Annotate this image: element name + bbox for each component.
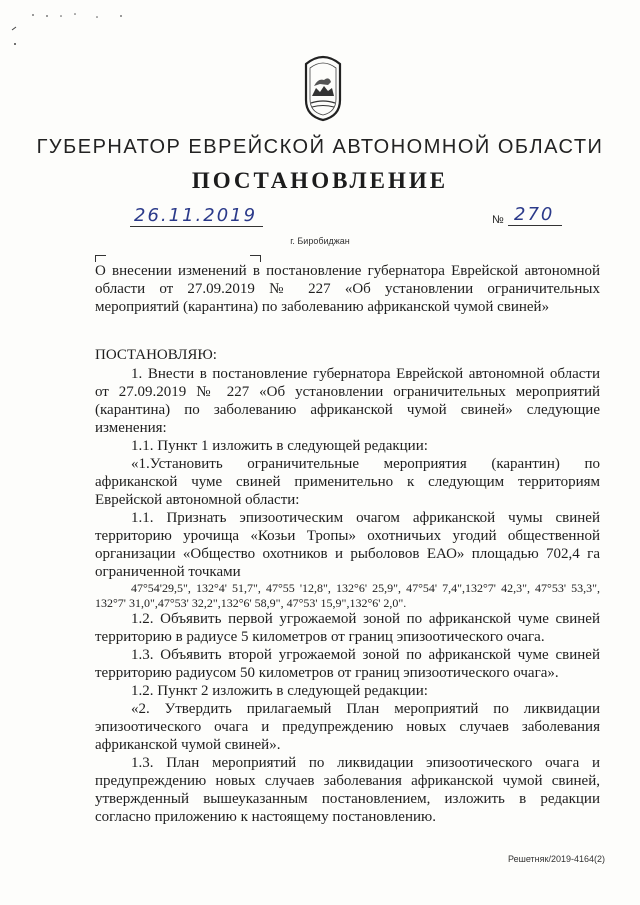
subject-bracket-right [250,255,261,262]
document-type-title: ПОСТАНОВЛЕНИЕ [191,168,449,193]
document-code: Решетняк/2019-4164(2) [508,854,605,864]
document-date: 26.11.2019 [130,205,263,227]
document-body [95,346,600,826]
scan-specks [0,0,140,60]
paragraph-quote-1: «1.Установить ограничительные мероприятия (карантин) по африканской чуме свиней применительно к следующим территориям Еврейской автономной области: [95,456,600,508]
boundary-coordinates: 47°54'29,5", 132°4' 51,7", 47°55 '12,8", 132°6' 25,9", 47°54' 7,4",132°7' 42,3", 47°53' 53,3", 132°7' 31,0",47°53' 32,2",132°6' 58,9", 47°53' 15,9",132°6' 2,0". [95,581,600,610]
decree-word: ПОСТАНОВЛЯЮ: [95,347,217,363]
paragraph-1-1: 1.1. Пункт 1 изложить в следующей редакции: [131,438,428,454]
paragraph-1: 1. Внести в постановление губернатора Еврейской автономной области от 27.09.2019 № 227 «Об установлении ограничительных мероприятий (карантина) по заболеванию африканской чумой свиней» следующие изменения: [95,366,600,436]
document-subject: О внесении изменений в постановление губернатора Еврейской автономной области от 27.09.2019 № 227 «Об установлении ограничительных мероприятий (карантина) по заболеванию африканской чумой свиней» [95,263,600,315]
subject-bracket-left [95,255,106,262]
paragraph-1-3: 1.3. План мероприятий по ликвидации эпизоотического очага и предупреждению новых случаев заболевания африканской чумой свиней, утвержденный вышеуказанным постановлением, изложить в редакции согласно приложению к настоящему постановлению. [95,755,600,825]
issuing-authority: ГУБЕРНАТОР ЕВРЕЙСКОЙ АВТОНОМНОЙ ОБЛАСТИ [36,136,604,158]
document-number: 270 [508,204,562,226]
paragraph-outbreak-zone: 1.1. Признать эпизоотическим очагом африканской чумы свиней территорию урочища «Козьи Тропы» охотничьих угодий общественной организации «Общество охотников и рыболовов ЕАО» площадью 702,4 га ограниченной точками [95,510,600,580]
paragraph-first-zone: 1.2. Объявить первой угрожаемой зоной по африканской чуме свиней территорию в радиусе 5 километров от границ эпизоотического очага. [95,611,600,645]
paragraph-1-2: 1.2. Пункт 2 изложить в следующей редакции: [131,683,428,699]
paragraph-quote-2: «2. Утвердить прилагаемый План мероприятий по ликвидации эпизоотического очага и предупреждению новых случаев заболевания африканской чумой свиней». [95,701,600,753]
paragraph-second-zone: 1.3. Объявить второй угрожаемой зоной по африканской чуме свиней территорию радиусом 50 километров от границ эпизоотического очага». [95,647,600,681]
issuing-city: г. Биробиджан [290,236,350,246]
coat-of-arms-icon [298,48,348,124]
number-label: № [492,214,504,226]
